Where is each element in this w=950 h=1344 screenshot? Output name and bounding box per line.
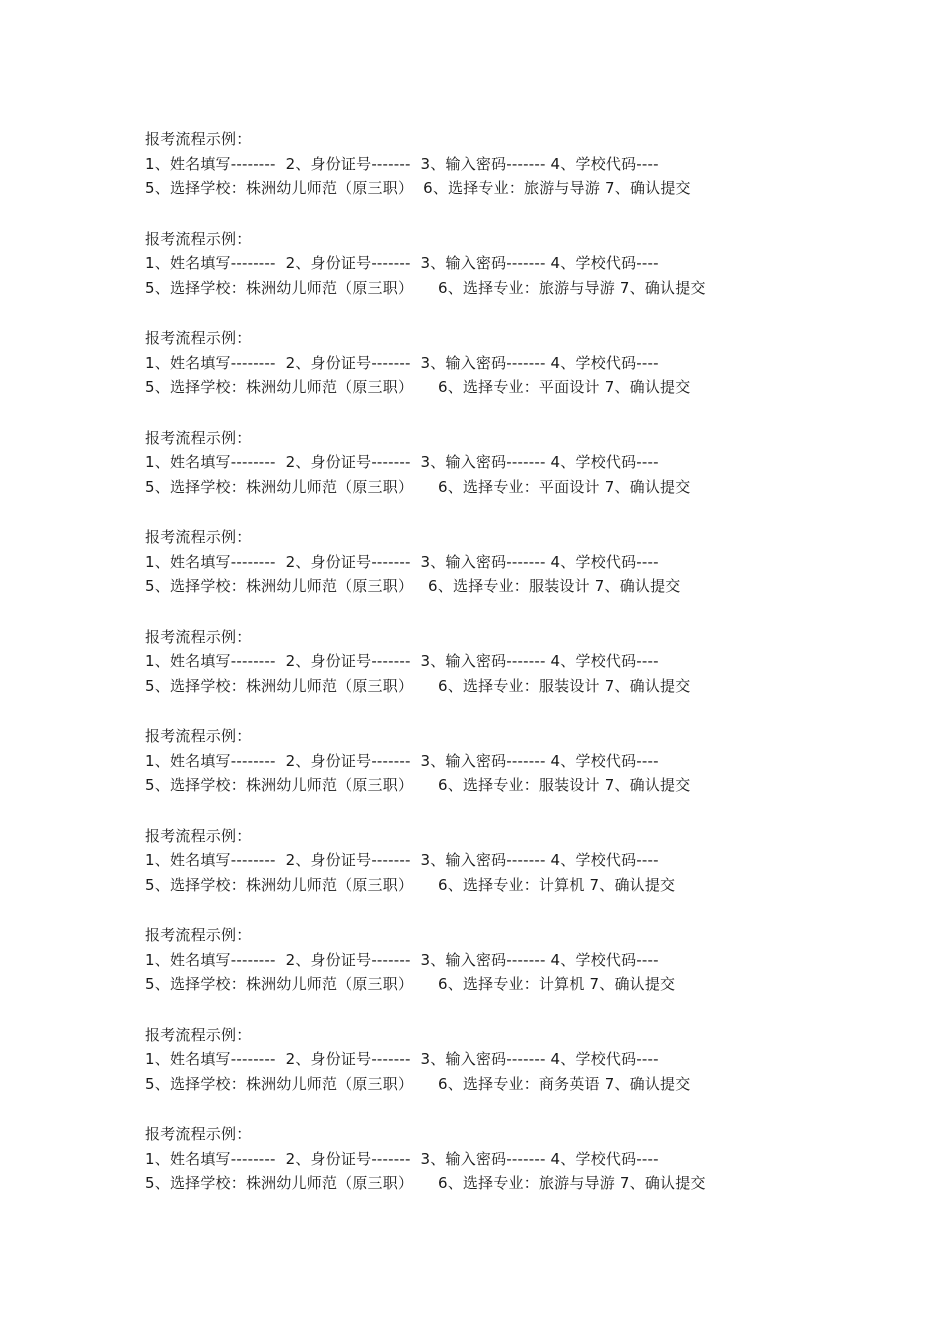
choice-line: 5、选择学校：株洲幼儿师范（原三职） 6、选择专业：计算机 7、确认提交: [145, 975, 676, 993]
document-body: [145, 127, 905, 1222]
choice-line: 5、选择学校：株洲幼儿师范（原三职） 6、选择专业：平面设计 7、确认提交: [145, 477, 691, 496]
example-block: [145, 923, 905, 1023]
example-heading: 报考流程示例：: [145, 1025, 252, 1044]
steps-line: 1、姓名填写-------- 2、身份证号------- 3、输入密码------- 4、学校代码----: [145, 453, 659, 471]
example-block: [145, 127, 905, 227]
choice-line: 5、选择学校：株洲幼儿师范（原三职） 6、选择专业：旅游与导游 7、确认提交: [145, 278, 706, 297]
steps-line: 1、姓名填写-------- 2、身份证号------- 3、输入密码------- 4、学校代码----: [145, 1050, 659, 1068]
example-heading: 报考流程示例：: [145, 329, 252, 347]
steps-line: 1、姓名填写-------- 2、身份证号------- 3、输入密码------- 4、学校代码----: [145, 1149, 659, 1168]
example-block: [145, 326, 905, 426]
example-block: [145, 724, 905, 824]
steps-line: 1、姓名填写-------- 2、身份证号------- 3、输入密码------- 4、学校代码----: [145, 751, 659, 770]
example-block: [145, 824, 905, 924]
example-block: [145, 625, 905, 725]
example-block: [145, 1122, 905, 1222]
steps-line: 1、姓名填写-------- 2、身份证号------- 3、输入密码------- 4、学校代码----: [145, 950, 659, 969]
example-heading: 报考流程示例：: [145, 229, 252, 248]
example-block: [145, 426, 905, 526]
steps-line: 1、姓名填写-------- 2、身份证号------- 3、输入密码------- 4、学校代码----: [145, 652, 659, 670]
example-block: [145, 227, 905, 327]
choice-line: 5、选择学校：株洲幼儿师范（原三职） 6、选择专业：服装设计 7、确认提交: [145, 676, 691, 695]
example-heading: 报考流程示例：: [145, 130, 252, 148]
choice-line: 5、选择学校：株洲幼儿师范（原三职） 6、选择专业：计算机 7、确认提交: [145, 875, 676, 894]
example-heading: 报考流程示例：: [145, 926, 252, 944]
choice-line: 5、选择学校：株洲幼儿师范（原三职） 6、选择专业：旅游与导游 7、确认提交: [145, 1174, 706, 1192]
choice-line: 5、选择学校：株洲幼儿师范（原三职） 6、选择专业：商务英语 7、确认提交: [145, 1074, 691, 1093]
steps-line: 1、姓名填写-------- 2、身份证号------- 3、输入密码------- 4、学校代码----: [145, 552, 659, 571]
example-heading: 报考流程示例：: [145, 528, 252, 546]
steps-line: 1、姓名填写-------- 2、身份证号------- 3、输入密码------- 4、学校代码----: [145, 154, 659, 173]
choice-line: 5、选择学校：株洲幼儿师范（原三职） 6、选择专业：旅游与导游 7、确认提交: [145, 179, 691, 197]
example-block: [145, 525, 905, 625]
choice-line: 5、选择学校：株洲幼儿师范（原三职） 6、选择专业：服装设计 7、确认提交: [145, 577, 681, 595]
example-heading: 报考流程示例：: [145, 428, 252, 447]
steps-line: 1、姓名填写-------- 2、身份证号------- 3、输入密码------- 4、学校代码----: [145, 851, 659, 869]
example-heading: 报考流程示例：: [145, 727, 252, 745]
choice-line: 5、选择学校：株洲幼儿师范（原三职） 6、选择专业：平面设计 7、确认提交: [145, 378, 691, 396]
steps-line: 1、姓名填写-------- 2、身份证号------- 3、输入密码------- 4、学校代码----: [145, 254, 659, 272]
example-heading: 报考流程示例：: [145, 1125, 252, 1143]
example-heading: 报考流程示例：: [145, 627, 252, 646]
steps-line: 1、姓名填写-------- 2、身份证号------- 3、输入密码------- 4、学校代码----: [145, 353, 659, 372]
example-heading: 报考流程示例：: [145, 826, 252, 845]
choice-line: 5、选择学校：株洲幼儿师范（原三职） 6、选择专业：服装设计 7、确认提交: [145, 776, 691, 794]
example-block: [145, 1023, 905, 1123]
